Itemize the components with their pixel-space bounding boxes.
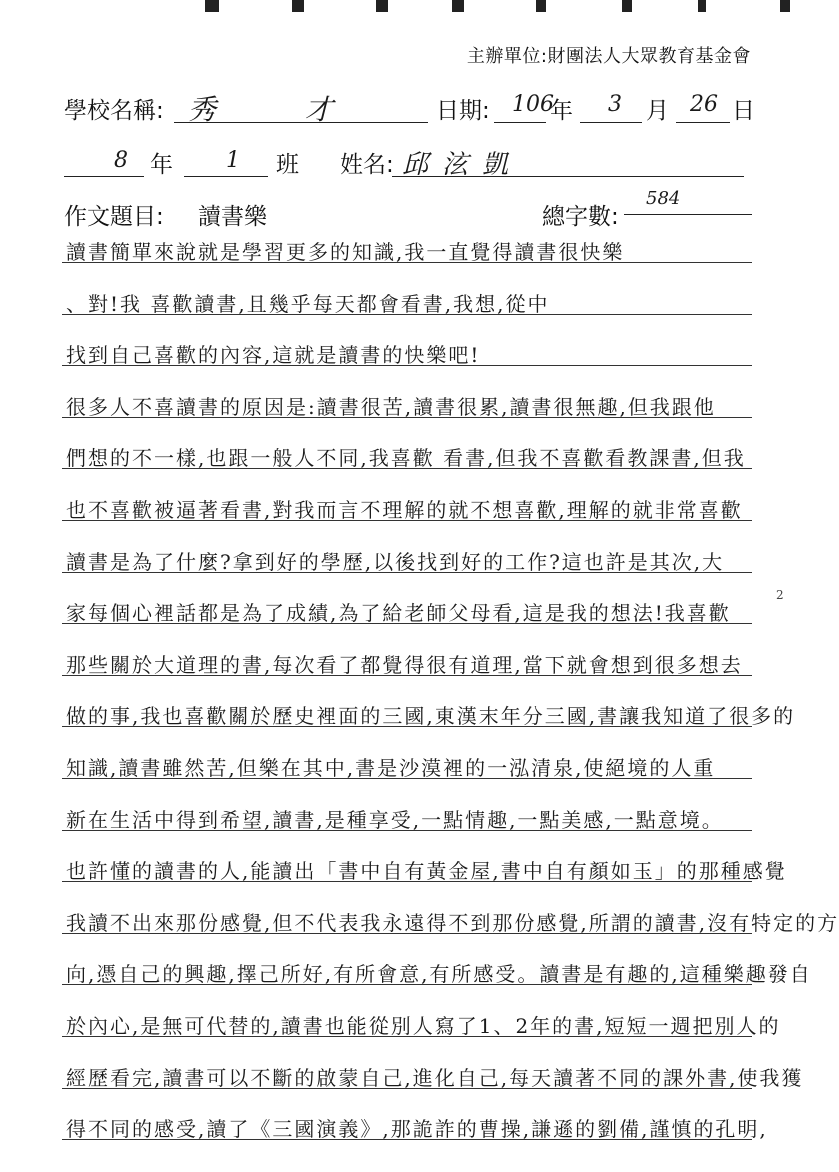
day-label: 日 — [732, 98, 755, 124]
class-underline — [184, 176, 268, 177]
name-label: 姓名: — [340, 152, 394, 178]
school-value: 秀 才 — [188, 93, 373, 126]
organizer-text: 主辦單位:財團法人大眾教育基金會 — [466, 46, 751, 67]
date-day: 26 — [690, 92, 718, 117]
essay-line-text: 得不同的感受,讀了《三國演義》,那詭詐的曹操,謙遜的劉備,謹慎的孔明, — [66, 1117, 768, 1141]
essay-rule-line — [62, 830, 752, 831]
essay-rule-line — [62, 314, 752, 315]
name-underline — [392, 176, 744, 177]
essay-rule-line — [62, 881, 752, 882]
essay-rule-line — [62, 1088, 752, 1089]
essay-line-text: 找到自己喜歡的內容,這就是讀書的快樂吧! — [66, 343, 481, 367]
date-day-underline — [676, 122, 730, 123]
wordcount-underline — [624, 214, 752, 215]
margin-note: 2 — [776, 588, 784, 602]
essay-rule-line — [62, 1139, 752, 1140]
essay-line-text: 向,憑自己的興趣,擇己所好,有所會意,有所感受。讀書是有趣的,這種樂趣發自 — [66, 962, 812, 986]
class-label: 班 — [276, 152, 299, 178]
date-month: 3 — [608, 92, 622, 117]
grade-value: 8 — [114, 148, 128, 173]
essay-line-text: 們想的不一樣,也跟一般人不同,我喜歡 看書,但我不喜歡看教課書,但我 — [66, 446, 746, 470]
essay-rule-line — [62, 933, 752, 934]
month-label: 月 — [646, 98, 669, 124]
essay-rule-line — [62, 675, 752, 676]
year-label: 年 — [550, 98, 573, 124]
grade-underline — [64, 176, 144, 177]
school-label: 學校名稱: — [64, 98, 164, 124]
essay-rule-line — [62, 984, 752, 985]
essay-line-text: 、對!我 喜歡讀書,且幾乎每天都會看書,我想,從中 — [66, 292, 550, 316]
essay-line-text: 做的事,我也喜歡關於歷史裡面的三國,東漢末年分三國,書讓我知道了很多的 — [66, 704, 796, 728]
school-underline — [174, 122, 428, 123]
date-year: 106 — [512, 92, 554, 117]
essay-rule-line — [62, 468, 752, 469]
essay-line-text: 也許懂的讀書的人,能讀出「書中自有黃金屋,書中自有顏如玉」的那種感覺 — [66, 859, 787, 883]
essay-line-text: 讀書是為了什麼?拿到好的學歷,以後找到好的工作?這也許是其次,大 — [66, 550, 725, 574]
essay-line-text: 經歷看完,讀書可以不斷的啟蒙自己,進化自己,每天讀著不同的課外書,使我獲 — [66, 1066, 804, 1090]
essay-rule-line — [62, 572, 752, 573]
essay-rule-line — [62, 726, 752, 727]
name-value: 邱泫凱 — [402, 150, 523, 180]
essay-rule-line — [62, 1036, 752, 1037]
wordcount-label: 總字數: — [542, 204, 619, 230]
essay-rule-line — [62, 262, 752, 263]
essay-rule-line — [62, 417, 752, 418]
date-label: 日期: — [436, 98, 490, 124]
essay-line-text: 也不喜歡被逼著看書,對我而言不理解的就不想喜歡,理解的就非常喜歡 — [66, 498, 743, 522]
essay-line-text: 知識,讀書雖然苦,但樂在其中,書是沙漠裡的一泓清泉,使絕境的人重 — [66, 756, 716, 780]
essay-line-text: 於內心,是無可代替的,讀書也能從別人寫了1、2年的書,短短一週把別人的 — [66, 1014, 781, 1038]
essay-line-text: 那些關於大道理的書,每次看了都覺得很有道理,當下就會想到很多想去 — [66, 653, 743, 677]
date-year-underline — [494, 122, 546, 123]
essay-line-text: 家每個心裡話都是為了成績,為了給老師父母看,這是我的想法!我喜歡 — [66, 601, 731, 625]
essay-rule-line — [62, 520, 752, 521]
class-value: 1 — [226, 148, 240, 173]
wordcount-value: 584 — [646, 188, 681, 209]
essay-rule-line — [62, 778, 752, 779]
essay-title: 讀書樂 — [198, 204, 267, 230]
essay-line-text: 新在生活中得到希望,讀書,是種享受,一點情趣,一點美感,一點意境。 — [66, 808, 724, 832]
date-month-underline — [580, 122, 642, 123]
essay-rule-line — [62, 365, 752, 366]
title-label: 作文題目: — [64, 204, 164, 230]
essay-line-text: 我讀不出來那份感覺,但不代表我永遠得不到那份感覺,所謂的讀書,沒有特定的方 — [66, 911, 839, 935]
essay-line-text: 讀書簡單來說就是學習更多的知識,我一直覺得讀書很快樂 — [66, 240, 625, 264]
essay-rule-line — [62, 623, 752, 624]
grade-label: 年 — [150, 152, 173, 178]
essay-line-text: 很多人不喜讀書的原因是:讀書很苦,讀書很累,讀書很無趣,但我跟他 — [66, 395, 716, 419]
